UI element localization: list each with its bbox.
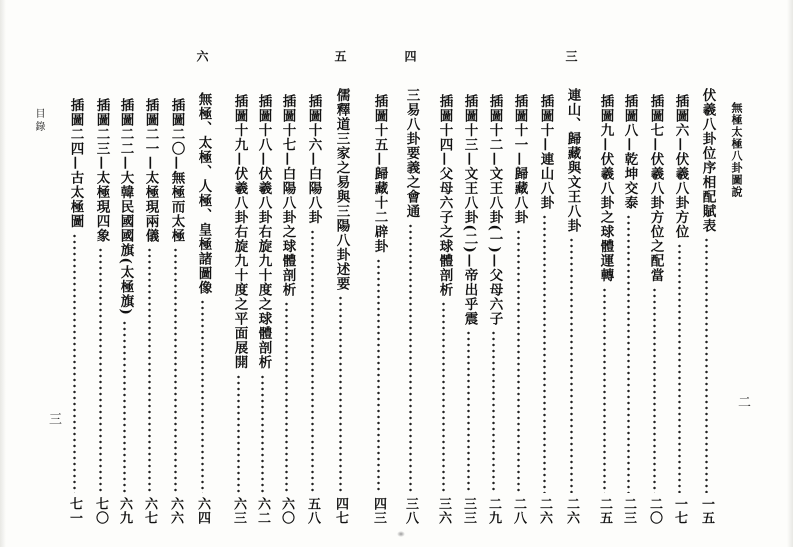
dot-leader bbox=[261, 374, 264, 494]
dot-leader bbox=[174, 247, 177, 493]
entry-page-number: 二六 bbox=[564, 497, 579, 525]
entry-title: 插圖十七—白陽八卦之球體剖析 bbox=[279, 94, 296, 297]
dot-leader bbox=[99, 247, 102, 493]
dot-leader bbox=[627, 214, 630, 493]
dot-leader bbox=[517, 229, 520, 494]
entry-title: 插圖二四—古太極圖 bbox=[67, 98, 84, 229]
toc-entry[interactable] bbox=[487, 0, 511, 547]
entry-title: 儒釋道三家之易與三陽八卦述要 bbox=[333, 88, 350, 291]
toc-entry[interactable] bbox=[68, 0, 92, 547]
entry-title: 連山、歸藏與文王八卦 bbox=[564, 88, 581, 233]
entry-title: 插圖九—伏羲八卦之球體運轉 bbox=[597, 94, 614, 283]
toc-entry[interactable] bbox=[462, 0, 486, 547]
entry-title: 插圖二〇—無極而太極 bbox=[168, 98, 185, 243]
dot-leader bbox=[237, 374, 240, 494]
folio: 三 bbox=[46, 412, 61, 425]
entry-page-number: 二三 bbox=[621, 497, 636, 525]
entry-title: 插圖十四—父母六子之球體剖析 bbox=[436, 94, 453, 297]
dot-leader bbox=[653, 287, 656, 494]
scan-edge-right bbox=[787, 0, 793, 547]
entry-page-number: 二八 bbox=[511, 497, 526, 525]
entry-title: 插圖十六—白陽八卦 bbox=[305, 94, 322, 225]
entry-title: 無極、太極、人極、皇極諸圖像 bbox=[195, 92, 212, 295]
entry-title: 插圖十—連山八卦 bbox=[537, 94, 554, 210]
entry-page-number: 六六 bbox=[168, 497, 183, 525]
dot-leader bbox=[467, 330, 470, 493]
entry-title: 插圖十三—文王八卦(二)—帝出乎震 bbox=[461, 94, 478, 327]
entry-title: 插圖八—乾坤交泰 bbox=[621, 94, 638, 210]
dot-leader bbox=[570, 237, 573, 493]
toc-chapter-entry[interactable] bbox=[196, 0, 220, 547]
entry-page-number: 二〇 bbox=[647, 497, 662, 525]
entry-page-number: 六四 bbox=[195, 497, 210, 525]
running-title: 無極太極八卦圖說 bbox=[730, 102, 743, 198]
entry-title: 插圖十八—伏羲八卦右旋九十度之球體剖析 bbox=[255, 94, 272, 370]
chapter-number: 六 bbox=[195, 50, 209, 62]
toc-entry[interactable] bbox=[512, 0, 536, 547]
toc-entry[interactable] bbox=[94, 0, 118, 547]
entry-page-number: 二五 bbox=[597, 497, 612, 525]
entry-page-number: 一七 bbox=[672, 497, 687, 525]
entry-title: 插圖二二—大韓民國國旗(太極旗) bbox=[117, 98, 134, 316]
dot-leader bbox=[123, 320, 126, 493]
toc-entry[interactable] bbox=[372, 0, 396, 547]
page-number: 二 bbox=[735, 395, 750, 408]
toc-entry[interactable] bbox=[256, 0, 280, 547]
dot-leader bbox=[705, 237, 708, 493]
chapter-number: 三 bbox=[564, 50, 578, 62]
toc-entry[interactable] bbox=[306, 0, 330, 547]
toc-entry[interactable] bbox=[143, 0, 167, 547]
toc-chapter-entry[interactable] bbox=[334, 0, 358, 547]
entry-title: 插圖十二—文王八卦(一)—父母六子 bbox=[486, 94, 503, 327]
dot-leader bbox=[678, 243, 681, 493]
entry-page-number: 一五 bbox=[699, 497, 714, 525]
entry-title: 插圖二三—太極現四象 bbox=[93, 98, 110, 243]
toc-entry[interactable] bbox=[598, 0, 622, 547]
toc-entry[interactable] bbox=[437, 0, 461, 547]
toc-entry[interactable] bbox=[538, 0, 562, 547]
entry-page-number: 六三 bbox=[231, 497, 246, 525]
toc-entry[interactable] bbox=[622, 0, 646, 547]
dot-leader bbox=[311, 229, 314, 494]
entry-page-number: 六七 bbox=[142, 497, 157, 525]
entry-title: 插圖十一—歸藏八卦 bbox=[511, 94, 528, 225]
entry-title: 三易八卦要義之會通 bbox=[403, 88, 420, 219]
chapter-number: 四 bbox=[403, 50, 417, 62]
dot-leader bbox=[285, 301, 288, 493]
toc-entry[interactable] bbox=[169, 0, 193, 547]
dot-leader bbox=[339, 295, 342, 493]
entry-page-number: 三六 bbox=[436, 497, 451, 525]
dot-leader bbox=[543, 214, 546, 493]
toc-entry[interactable] bbox=[280, 0, 304, 547]
entry-page-number: 三八 bbox=[403, 497, 418, 525]
entry-page-number: 六二 bbox=[255, 497, 270, 525]
toc-entry[interactable] bbox=[118, 0, 142, 547]
dot-leader bbox=[603, 287, 606, 494]
entry-title: 插圖十九—伏羲八卦右旋九十度之平面展開 bbox=[231, 94, 248, 370]
dot-leader bbox=[442, 301, 445, 493]
entry-title: 插圖七—伏羲八卦方位之配當 bbox=[647, 94, 664, 283]
chapter-number: 五 bbox=[333, 50, 347, 62]
dot-leader bbox=[377, 258, 380, 494]
entry-page-number: 四七 bbox=[333, 497, 348, 525]
dot-leader bbox=[73, 233, 76, 494]
entry-page-number: 二六 bbox=[537, 497, 552, 525]
entry-page-number: 六九 bbox=[117, 497, 132, 525]
section-label: 目錄 bbox=[33, 108, 44, 134]
toc-entry[interactable] bbox=[232, 0, 256, 547]
toc-chapter-entry[interactable] bbox=[404, 0, 428, 547]
entry-title: 伏羲八卦位序相配賦表 bbox=[699, 88, 716, 233]
dot-leader bbox=[409, 223, 412, 494]
dot-leader bbox=[201, 299, 204, 493]
toc-entry[interactable] bbox=[700, 0, 724, 547]
entry-page-number: 七一 bbox=[67, 497, 82, 525]
dot-leader bbox=[148, 247, 151, 493]
scan-edge-left bbox=[0, 0, 6, 547]
entry-title: 插圖十五—歸藏十二辟卦 bbox=[371, 94, 388, 254]
toc-entry[interactable] bbox=[673, 0, 697, 547]
entry-title: 插圖二一—太極現兩儀 bbox=[142, 98, 159, 243]
toc-chapter-entry[interactable] bbox=[565, 0, 589, 547]
entry-page-number: 六〇 bbox=[279, 497, 294, 525]
entry-page-number: 二九 bbox=[486, 497, 501, 525]
entry-page-number: 三三 bbox=[461, 497, 476, 525]
dot-leader bbox=[492, 330, 495, 493]
entry-page-number: 七〇 bbox=[93, 497, 108, 525]
toc-entry[interactable] bbox=[648, 0, 672, 547]
entry-page-number: 五八 bbox=[305, 497, 320, 525]
scan-smudge bbox=[397, 531, 405, 537]
entry-page-number: 四三 bbox=[371, 497, 386, 525]
entry-title: 插圖六—伏羲八卦方位 bbox=[672, 94, 689, 239]
